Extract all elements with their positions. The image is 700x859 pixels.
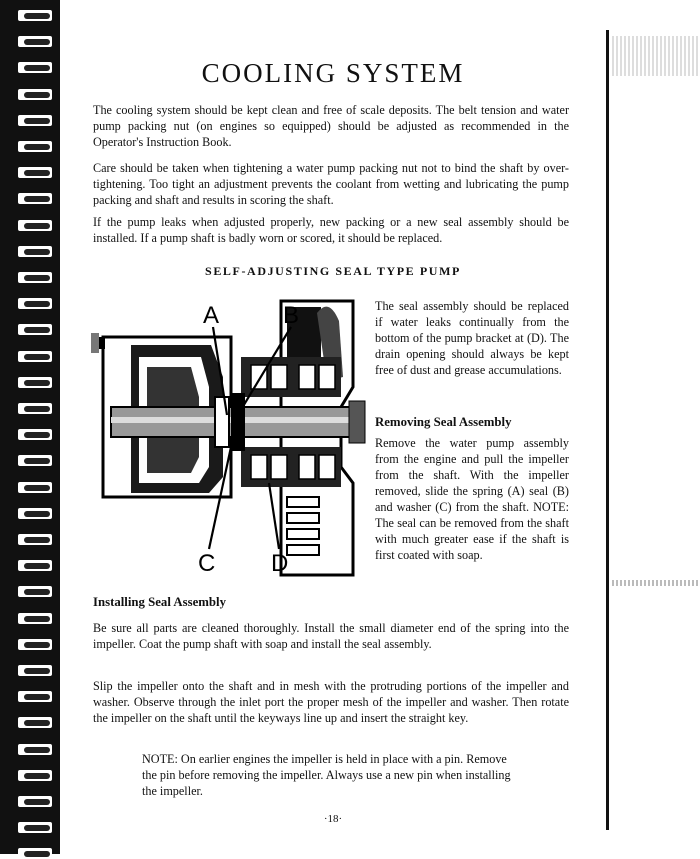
- binding-ring: [18, 613, 52, 624]
- impeller-pin-note: NOTE: On earlier engines the impeller is held in place with a pin. Remove the pin before removing the impeller. Always use a new pin when installing the impeller.: [142, 752, 511, 798]
- binding-ring: [18, 193, 52, 204]
- binding-ring: [18, 377, 52, 388]
- seal-description: The seal assembly should be replaced if water leaks continually from the bottom of the pump bracket at (D). The drain opening should always be kept free of dust and grease accumulations.: [375, 299, 569, 377]
- binding-ring: [18, 508, 52, 519]
- page-number: ·18·: [323, 813, 343, 825]
- binding-ring: [18, 717, 52, 728]
- binding-ring: [18, 770, 52, 781]
- binding-ring: [18, 691, 52, 702]
- installing-paragraph-1: Be sure all parts are cleaned thoroughly. Install the small diameter end of the spring into the impeller. Coat the pump shaft with soap and install the seal assembly.: [93, 621, 569, 651]
- removing-text: Remove the water pump assembly from the engine and pull the impeller from the shaft. With the impeller removed, slide the spring (A) seal (B) and washer (C) from the shaft. NOTE: The seal can be removed from the shaft with much greater ease if the shaft is first coated with soap.: [375, 436, 569, 562]
- adjacent-page-edge: [604, 0, 700, 854]
- binding-ring: [18, 115, 52, 126]
- binding-ring: [18, 482, 52, 493]
- label-a: A: [203, 302, 220, 329]
- removing-heading: Removing Seal Assembly: [375, 415, 512, 429]
- binding-ring: [18, 665, 52, 676]
- binding-ring: [18, 560, 52, 571]
- binding-ring: [18, 429, 52, 440]
- binding-ring: [18, 10, 52, 21]
- binding-ring: [18, 167, 52, 178]
- binding-ring: [18, 246, 52, 257]
- binding-ring: [18, 298, 52, 309]
- binding-ring: [18, 220, 52, 231]
- binding-ring: [18, 351, 52, 362]
- binding-spine: [0, 0, 62, 854]
- binding-ring: [18, 586, 52, 597]
- binding-ring: [18, 822, 52, 833]
- binding-ring: [18, 455, 52, 466]
- binding-ring: [18, 403, 52, 414]
- binding-ring: [18, 62, 52, 73]
- manual-page: [62, 0, 604, 854]
- water-pump-cross-section-diagram: [91, 297, 369, 579]
- page-edge-line: [606, 30, 609, 830]
- intro-paragraph-3: If the pump leaks when adjusted properly, new packing or a new seal assembly should be installed. If a pump shaft is badly worn or scored, it should be replaced.: [93, 215, 569, 245]
- binding-ring: [18, 89, 52, 100]
- binding-ring: [18, 324, 52, 335]
- page-title: COOLING SYSTEM: [201, 58, 465, 88]
- label-b: B: [283, 302, 300, 329]
- label-c: C: [198, 550, 216, 577]
- section-title: SELF-ADJUSTING SEAL TYPE PUMP: [205, 264, 461, 278]
- binding-ring: [18, 272, 52, 283]
- scan-speckle: [612, 36, 698, 76]
- label-d: D: [271, 550, 289, 577]
- intro-paragraph-2: Care should be taken when tightening a water pump packing nut not to bind the shaft by over-tightening. Too tight an adjustment prevents the coolant from wetting and lubricating the pump packing and shaft and results in scoring the shaft.: [93, 161, 569, 207]
- binding-ring: [18, 744, 52, 755]
- scan-speckle: [612, 580, 698, 586]
- binding-ring: [18, 36, 52, 47]
- intro-paragraph-1: The cooling system should be kept clean and free of scale deposits. The belt tension and water pump packing nut (on engines so equipped) should be adjusted as recommended in the Operator's Instruction Book.: [93, 103, 569, 149]
- installing-heading: Installing Seal Assembly: [93, 595, 226, 609]
- binding-ring: [18, 141, 52, 152]
- binding-ring: [18, 534, 52, 545]
- installing-paragraph-2: Slip the impeller onto the shaft and in mesh with the protruding portions of the impeller and washer. Observe through the inlet port the proper mesh of the impeller and washer. Then rotate the impeller on the shaft until the keyways line up and insert the straight key.: [93, 679, 569, 725]
- binding-ring: [18, 796, 52, 807]
- binding-ring: [18, 639, 52, 650]
